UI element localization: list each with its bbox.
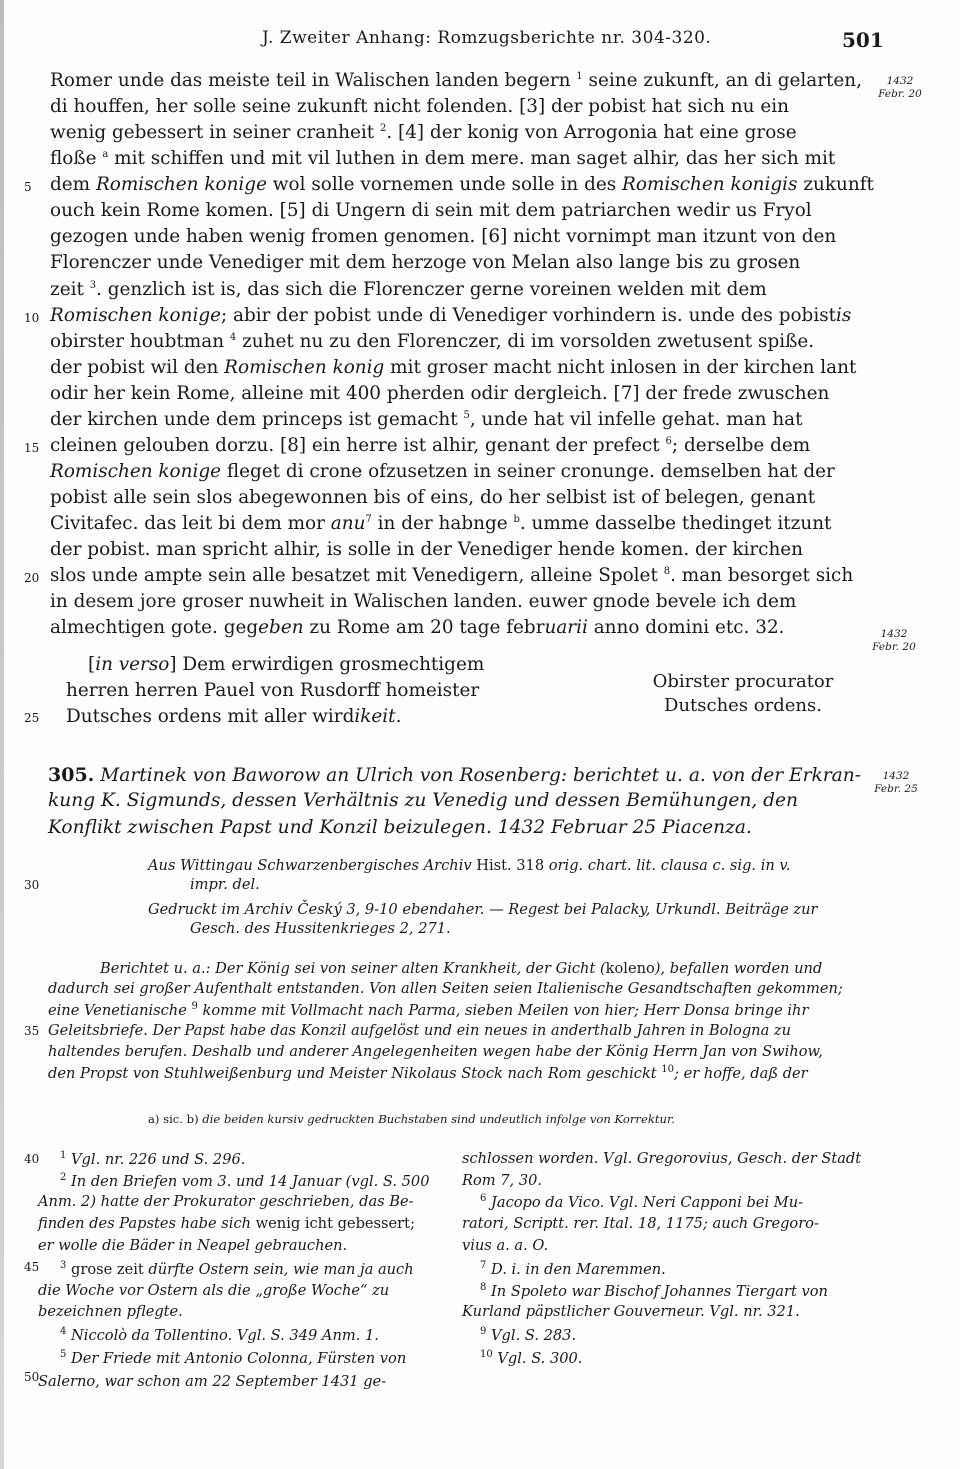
body-line xyxy=(50,461,835,482)
text-segment: , unde hat vil infelle gehat. man hat xyxy=(469,409,803,430)
text-segment: haltendes berufen. Deshalb und anderer Angelegenheiten wegen habe der König Herrn Jan von Swihow, xyxy=(48,1043,823,1060)
footnote-line xyxy=(60,1172,429,1190)
footnote-line xyxy=(38,1237,347,1254)
footnote-line xyxy=(480,1326,576,1344)
text-segment: dadurch sei großer Aufenthalt entstanden. Von allen Seiten seien Italienische Gesandtschaften gekommen; xyxy=(48,980,843,997)
text-segment: zuhet nu zu den Florenczer, di im vorsolden zwetusent spiße. xyxy=(236,331,815,352)
regest-line xyxy=(48,1043,823,1060)
text-segment: di houffen, her solle seine zukunft nicht folenden. [3] der pobist hat sich nu ein xyxy=(50,96,789,117)
text-segment: wenig icht gebessert; xyxy=(251,1215,415,1232)
body-line xyxy=(50,409,803,430)
text-segment: Romer unde das meiste teil in Walischen landen begern xyxy=(50,70,577,91)
text-segment: der kirchen unde dem princeps ist gemacht xyxy=(50,409,464,430)
text-segment: 5 xyxy=(463,409,470,421)
text-segment: ] Dem erwirdigen grosmechtigem xyxy=(169,654,485,675)
text-segment: 8 xyxy=(663,565,671,577)
body-line xyxy=(50,383,829,404)
body-line xyxy=(50,96,789,117)
text-segment: ouch kein Rome komen. [5] di Ungern di sein mit dem patriarchen wedir us Fryol xyxy=(50,200,812,221)
text-segment: In den Briefen vom 3. und 14 Januar (vgl. S. 500 xyxy=(71,1172,430,1190)
footnote-number: 5 xyxy=(60,1349,67,1360)
text-segment: nge xyxy=(473,513,514,534)
footnote-number: 1 xyxy=(60,1150,67,1161)
body-line xyxy=(50,331,814,352)
footnote-line xyxy=(462,1215,819,1232)
text-segment: obirster houbtman xyxy=(50,331,230,352)
text-segment: [ xyxy=(88,654,96,675)
textual-notes-markers: a) sic. b) xyxy=(148,1112,203,1126)
footnote-line xyxy=(60,1326,379,1344)
body-line xyxy=(50,617,785,638)
line-number: 5 xyxy=(24,180,32,194)
text-segment: . xyxy=(395,706,402,727)
footnote-line xyxy=(480,1193,803,1211)
text-segment: pobist alle sein slos abegewonnen bis of eins, do her selbist ist of belegen, genant xyxy=(50,487,816,508)
source-line xyxy=(148,901,817,918)
text-segment: in desem jore groser nuwheit in Walischen landen. euwer gnode bevele ich dem xyxy=(50,591,797,612)
address-line xyxy=(66,680,479,701)
line-number: 50 xyxy=(24,1370,40,1384)
text-segment: Florenczer unde Venediger mit dem herzoge von Melan also lange bis zu grosen xyxy=(50,252,801,273)
text-segment: Romischen konige xyxy=(95,174,267,195)
text-segment: ; er hoffe, daß der xyxy=(674,1064,808,1082)
text-segment: Kurland päpstlicher Gouverneur. Vgl. nr. 321. xyxy=(462,1303,800,1320)
text-segment: Vgl. S. 300. xyxy=(497,1349,583,1367)
text-segment: in verso xyxy=(95,654,170,675)
entry-heading-line xyxy=(48,764,861,786)
text-segment: Vgl. S. 283. xyxy=(491,1326,577,1344)
text-segment: 3 xyxy=(89,279,97,291)
text-segment: koleno xyxy=(605,960,655,977)
source-line xyxy=(148,857,791,874)
line-number: 10 xyxy=(24,311,40,325)
text-segment: impr. del. xyxy=(190,876,260,893)
text-segment: cleinen gelouben dorzu. [8] ein herre ist alhir, genant der prefect xyxy=(50,435,666,456)
text-segment: 9 xyxy=(191,1001,198,1012)
body-line xyxy=(50,174,874,195)
closing-signature xyxy=(643,670,843,718)
running-head: J. Zweiter Anhang: Romzugsberichte nr. 304-320. xyxy=(262,28,712,48)
body-line xyxy=(50,435,810,456)
heading-text: kung K. Sigmunds, dessen Verhältnis zu Venedig und dessen Bemühungen, den xyxy=(48,790,798,811)
footnote-line xyxy=(60,1260,414,1278)
body-line xyxy=(50,565,853,586)
address-line xyxy=(88,654,484,675)
text-segment: In Spoleto war Bischof Johannes Tiergart von xyxy=(491,1282,828,1300)
text-segment: . genzlich ist is, das sich die Florenczer gerne voreinen welden mit dem xyxy=(96,279,767,300)
text-segment: ; abir der pobist unde di Venediger vorhindern is. unde des pobist xyxy=(221,305,837,326)
text-segment: komme mit Vollmacht nach Parma, sieben Meilen von hier; Herr Donsa bringe ihr xyxy=(197,1001,809,1019)
entry-number: 305. xyxy=(48,764,95,786)
text-segment: Romischen konigis xyxy=(622,174,798,195)
text-segment: floße xyxy=(50,148,103,169)
margin-year: 1432 xyxy=(882,770,910,782)
line-number: 20 xyxy=(24,571,40,585)
text-segment: Niccolò da Tollentino. Vgl. S. 349 Anm. 1. xyxy=(71,1326,379,1344)
text-segment: Romischen konig xyxy=(224,357,385,378)
text-segment: schlossen worden. Vgl. Gregorovius, Gesch. der Stadt xyxy=(462,1150,862,1167)
text-segment: a xyxy=(102,148,109,160)
regest-line xyxy=(48,980,843,997)
body-line xyxy=(50,122,797,143)
footnote-line xyxy=(462,1237,548,1254)
footnote-line xyxy=(38,1303,183,1320)
text-segment: 6 xyxy=(665,435,672,447)
text-segment: finden des Papstes habe sich xyxy=(38,1215,252,1232)
textual-notes xyxy=(148,1112,675,1126)
body-line xyxy=(50,539,803,560)
footnote-number: 8 xyxy=(480,1282,487,1293)
body-line xyxy=(50,305,851,326)
text-segment: slos unde ampte sein alle besatzet mit Venedigern, alleine Spolet xyxy=(50,565,664,586)
footnote-line xyxy=(60,1150,245,1168)
text-segment: eben xyxy=(258,617,304,638)
text-segment: anu xyxy=(330,513,366,534)
body-line xyxy=(50,487,815,508)
text-segment: zukunft xyxy=(797,174,874,195)
text-segment: er wolle die Bäder in Neapel gebrauchen. xyxy=(38,1237,348,1254)
footnote-number: 3 xyxy=(60,1260,67,1271)
text-segment: 10 xyxy=(661,1064,675,1075)
page-header xyxy=(0,28,960,54)
margin-date xyxy=(866,770,926,796)
line-number: 35 xyxy=(24,1024,40,1038)
margin-year: 1432 xyxy=(886,75,914,87)
text-segment: der pobist wil den xyxy=(50,357,225,378)
body-line xyxy=(50,148,835,169)
text-segment: eine Venetianische xyxy=(48,1001,192,1019)
text-segment: den Propst von Stuhlweißenburg und Meister Nikolaus Stock nach Rom geschickt xyxy=(48,1064,662,1082)
footnote-line xyxy=(38,1215,415,1232)
footnote-line xyxy=(480,1260,666,1278)
text-segment: mit schiffen und mit vil luthen in dem mere. man saget alhir, das her sich mit xyxy=(108,148,836,169)
footnote-number: 7 xyxy=(480,1260,487,1271)
body-line xyxy=(50,279,767,300)
text-segment: mit groser macht nicht inlosen in der kirchen lant xyxy=(384,357,857,378)
text-segment: wol solle vornemen unde solle in des xyxy=(266,174,623,195)
text-segment: ; derselbe dem xyxy=(671,435,811,456)
heading-text: Martinek von Baworow an Ulrich von Rosenberg: berichtet u. a. von der Erkran- xyxy=(100,765,861,786)
closing-line: Obirster procurator xyxy=(652,671,834,692)
text-segment: . man besorget sich xyxy=(670,565,854,586)
text-segment: 4 xyxy=(229,331,237,343)
margin-year: 1432 xyxy=(880,628,908,640)
line-number: 45 xyxy=(24,1260,40,1274)
regest-line xyxy=(48,1001,808,1019)
body-line xyxy=(50,226,836,247)
text-segment: Gedruckt im Archiv Český 3, 9-10 ebendaher. — Regest bei Palacky, Urkundl. Beiträge zur xyxy=(148,901,818,918)
text-segment: Anm. 2) hatte der Prokurator geschrieben, das Be- xyxy=(38,1193,414,1210)
body-line xyxy=(50,252,800,273)
text-segment: herren herren Pauel von Rusdorff homeister xyxy=(66,680,480,701)
text-segment: Dutsches ordens mit aller wird xyxy=(66,706,355,727)
text-segment: ratori, Scriptt. rer. Ital. 18, 1175; auch Gregoro- xyxy=(462,1215,819,1232)
footnote-number: 6 xyxy=(480,1193,487,1204)
text-segment: ), befallen worden und xyxy=(654,960,823,977)
text-segment: wenig gebessert in seiner cranheit xyxy=(50,122,380,143)
regest-line xyxy=(100,960,822,977)
text-segment: Geleitsbriefe. Der Papst habe das Konzil aufgelöst und ein neues in anderthalb Jahren in Bologna zu xyxy=(48,1022,792,1039)
margin-date xyxy=(864,628,924,654)
text-segment: die Woche vor Ostern als die „große Woche“ zu xyxy=(38,1282,390,1299)
closing-line: Dutsches ordens. xyxy=(664,695,822,716)
text-segment: Hist. 318 xyxy=(471,857,549,874)
text-segment: uarii xyxy=(544,617,588,638)
entry-heading-line xyxy=(48,817,752,838)
margin-day: Febr. 20 xyxy=(872,641,916,653)
text-segment: Civitafec. das leit bi dem mor xyxy=(50,513,331,534)
text-segment: dürfte Ostern sein, wie man ja auch xyxy=(143,1260,414,1278)
footnote-line xyxy=(38,1193,414,1210)
footnote-number: 9 xyxy=(480,1326,487,1337)
text-segment: ikeit xyxy=(354,706,396,727)
line-number: 15 xyxy=(24,441,40,455)
footnote-line xyxy=(38,1282,389,1299)
footnote-number: 2 xyxy=(60,1172,67,1183)
text-segment: Jacopo da Vico. Vgl. Neri Capponi bei Mu- xyxy=(491,1193,804,1211)
footnote-line xyxy=(462,1150,861,1167)
body-line xyxy=(50,70,862,91)
text-segment: Aus Wittingau Schwarzenbergisches Archiv xyxy=(148,857,472,874)
body-line xyxy=(50,591,796,612)
footnote-line xyxy=(462,1303,800,1320)
footnote-number: 10 xyxy=(480,1349,493,1360)
footnote-line xyxy=(38,1373,386,1390)
text-segment: Vgl. nr. 226 und S. 296. xyxy=(71,1150,246,1168)
text-segment: gezogen unde haben wenig fromen genomen. [6] nicht vornimpt man itzunt von den xyxy=(50,226,837,247)
margin-day: Febr. 20 xyxy=(878,88,922,100)
text-segment: 7 xyxy=(365,513,372,525)
footnote-line xyxy=(480,1282,828,1300)
text-segment: in der hab xyxy=(371,513,474,534)
text-segment: almechtigen gote. geg xyxy=(50,617,259,638)
text-segment: anno domini etc. 32. xyxy=(587,617,785,638)
source-line xyxy=(190,920,451,937)
body-line xyxy=(50,200,812,221)
footnote-line xyxy=(60,1349,406,1367)
text-segment: dem xyxy=(50,174,96,195)
line-number: 40 xyxy=(24,1152,40,1166)
text-segment: D. i. in den Maremmen. xyxy=(491,1260,666,1278)
footnote-number: 4 xyxy=(60,1326,67,1337)
text-segment: fleget di crone ofzusetzen in seiner cronunge. demselben hat der xyxy=(221,461,835,482)
body-line xyxy=(50,357,856,378)
margin-date xyxy=(870,75,930,101)
text-segment: 1 xyxy=(576,70,583,82)
regest-line xyxy=(48,1022,791,1039)
textual-notes-text: die beiden kursiv gedruckten Buchstaben sind undeutlich infolge von Korrektur. xyxy=(202,1112,675,1126)
text-segment: Gesch. des Hussitenkrieges 2, 271. xyxy=(190,920,451,937)
text-segment: is xyxy=(836,305,852,326)
text-segment: 2 xyxy=(379,122,387,134)
text-segment: bezeichnen pflegte. xyxy=(38,1303,183,1320)
line-number: 25 xyxy=(24,711,40,725)
address-line xyxy=(66,706,401,727)
text-segment: der pobist. man spricht alhir, is solle in der Venediger hende komen. der kirchen xyxy=(50,539,804,560)
text-segment: Romischen konige xyxy=(50,461,221,482)
source-line xyxy=(190,876,260,893)
text-segment: zu Rome am 20 tage febr xyxy=(303,617,545,638)
text-segment: Berichtet u. a.: Der König sei von seiner alten Krankheit, der Gicht ( xyxy=(100,960,606,977)
text-segment: Salerno, war schon am 22 September 1431 ge- xyxy=(38,1373,387,1390)
footnote-line xyxy=(462,1172,542,1189)
text-segment: b xyxy=(513,513,520,525)
text-segment: orig. chart. lit. clausa c. sig. in v. xyxy=(548,857,791,874)
text-segment: Romischen konige xyxy=(50,305,221,326)
text-segment: zeit xyxy=(50,279,90,300)
line-number: 30 xyxy=(24,878,40,892)
page-number: 501 xyxy=(842,28,884,52)
entry-heading-line xyxy=(48,790,798,811)
text-segment: . umme dasselbe thedinget itzunt xyxy=(519,513,832,534)
regest-line xyxy=(48,1064,808,1082)
text-segment: . [4] der konig von Arrogonia hat eine grose xyxy=(386,122,797,143)
footnote-line xyxy=(480,1349,582,1367)
heading-text: Konflikt zwischen Papst und Konzil beizulegen. 1432 Februar 25 Piacenza. xyxy=(48,817,752,838)
page-edge-shadow xyxy=(0,0,4,1469)
text-segment: odir her kein Rome, alleine mit 400 pherden odir dergleich. [7] der frede zwuschen xyxy=(50,383,830,404)
margin-day: Febr. 25 xyxy=(874,783,918,795)
text-segment: Rom 7, 30. xyxy=(462,1172,543,1189)
text-segment: seine zukunft, an di gelarten, xyxy=(582,70,862,91)
text-segment: vius a. a. O. xyxy=(462,1237,549,1254)
text-segment: Der Friede mit Antonio Colonna, Fürsten von xyxy=(71,1349,407,1367)
text-segment: grose zeit xyxy=(71,1260,144,1278)
body-line xyxy=(50,513,831,534)
